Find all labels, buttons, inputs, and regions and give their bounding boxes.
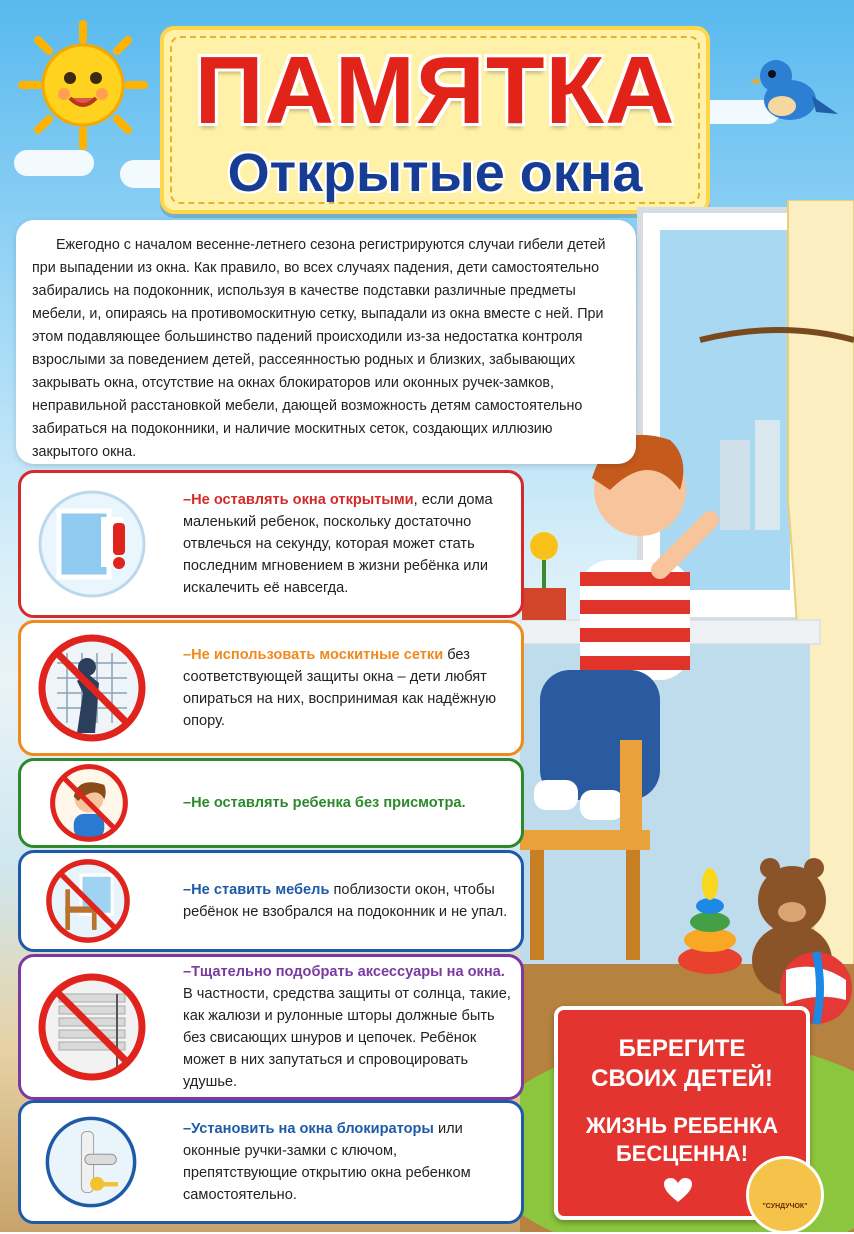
rule-card-2 [18, 620, 524, 756]
rule-card-3 [18, 758, 524, 848]
page-subtitle: Открытые окна [227, 143, 643, 203]
banner-line: БЕРЕГИТЕ [618, 1035, 746, 1062]
banner-line: ЖИЗНЬ РЕБЕНКА [585, 1113, 779, 1138]
banner-line: БЕСЦЕННА! [615, 1141, 749, 1166]
bluebird-icon [746, 44, 840, 138]
rule-text-4 [183, 879, 513, 923]
publisher-logo [746, 1156, 824, 1234]
rule-card-5 [18, 954, 524, 1100]
intro-paragraph: Ежегодно с началом весенне-летнего сезона регистрируются случаи гибели детей при выпадении из окна. Как правило, во всех случаях падения, дети самостоятельно забирались на подоконник, используя в качестве подставки различные предметы мебели, и, опираясь на противомоскитную сетку, выпадали из окна вместе с ней. При этом подавляющее большинство падений происходили из-за недостатка контроля взрослыми за поведением детей, рассеянностью родных и близких, забывающих закрывать окна, отсутствие на окнах блокираторов или оконных ручек-замков, неправильной расстановкой мебели, дающей возможность детям самостоятельно забираться на подоконники, и наличие москитных сеток, создающих иллюзию закрытого окна. [32, 237, 606, 460]
logo-text: "СУНДУЧОК" [762, 1203, 808, 1210]
rule-text-3 [183, 792, 513, 814]
rule-card-6 [18, 1100, 524, 1224]
rule-body: без соответствующей защиты окна – дети любят опираться на них, воспринимая как надёжную опору. [183, 647, 497, 729]
rule-text-1 [183, 489, 513, 599]
intro-text-box [16, 220, 636, 464]
rule-highlight: –Тщательно подобрать аксессуары на окна. [183, 964, 505, 980]
rule-body: В частности, средства защиты от солнца, такие, как жалюзи и рулонные шторы должные быть без свисающих шнуров и цепочек. Ребёнок может в них запутаться и спровоцировать удушье. [183, 986, 511, 1090]
rule-text-6 [183, 1118, 513, 1206]
rule-card-1 [18, 470, 524, 618]
window-handle-lock-icon [43, 1114, 139, 1210]
page-title: ПАМЯТКА [194, 37, 676, 144]
banner-line: СВОИХ ДЕТЕЙ! [591, 1065, 773, 1092]
rule-body: , если дома маленький ребенок, поскольку достаточно отвлечься на секунду, которая может стать последним мгновением в жизни ребёнка или искалечить её навсегда. [183, 492, 493, 596]
rule-body: или оконные ручки-замки с ключом, препятствующие открытию окна ребенком самостоятельно. [183, 1121, 471, 1203]
banner-title [558, 1034, 806, 1094]
rule-highlight: –Установить на окна блокираторы [183, 1121, 434, 1137]
title-card [160, 26, 710, 214]
chair-by-window-prohibited-icon [45, 858, 131, 944]
rule-highlight: –Не ставить мебель [183, 882, 330, 898]
open-window-exclamation-icon [37, 489, 147, 599]
rule-card-4 [18, 850, 524, 952]
rule-body: поблизости окон, чтобы ребёнок не взобрался на подоконник и не упал. [183, 882, 508, 920]
cloud [14, 150, 94, 176]
blinds-cord-prohibited-icon [37, 972, 147, 1082]
rule-highlight: –Не оставлять окна открытыми [183, 492, 414, 508]
child-unattended-prohibited-icon [49, 763, 129, 843]
rule-text-2 [183, 644, 513, 732]
rule-text-5 [183, 961, 513, 1093]
sun-icon [18, 20, 148, 150]
rule-highlight: –Не оставлять ребенка без присмотра. [183, 795, 466, 811]
rule-highlight: –Не использовать москитные сетки [183, 647, 444, 663]
mosquito-net-prohibited-icon [37, 633, 147, 743]
heart-icon [662, 1176, 694, 1204]
